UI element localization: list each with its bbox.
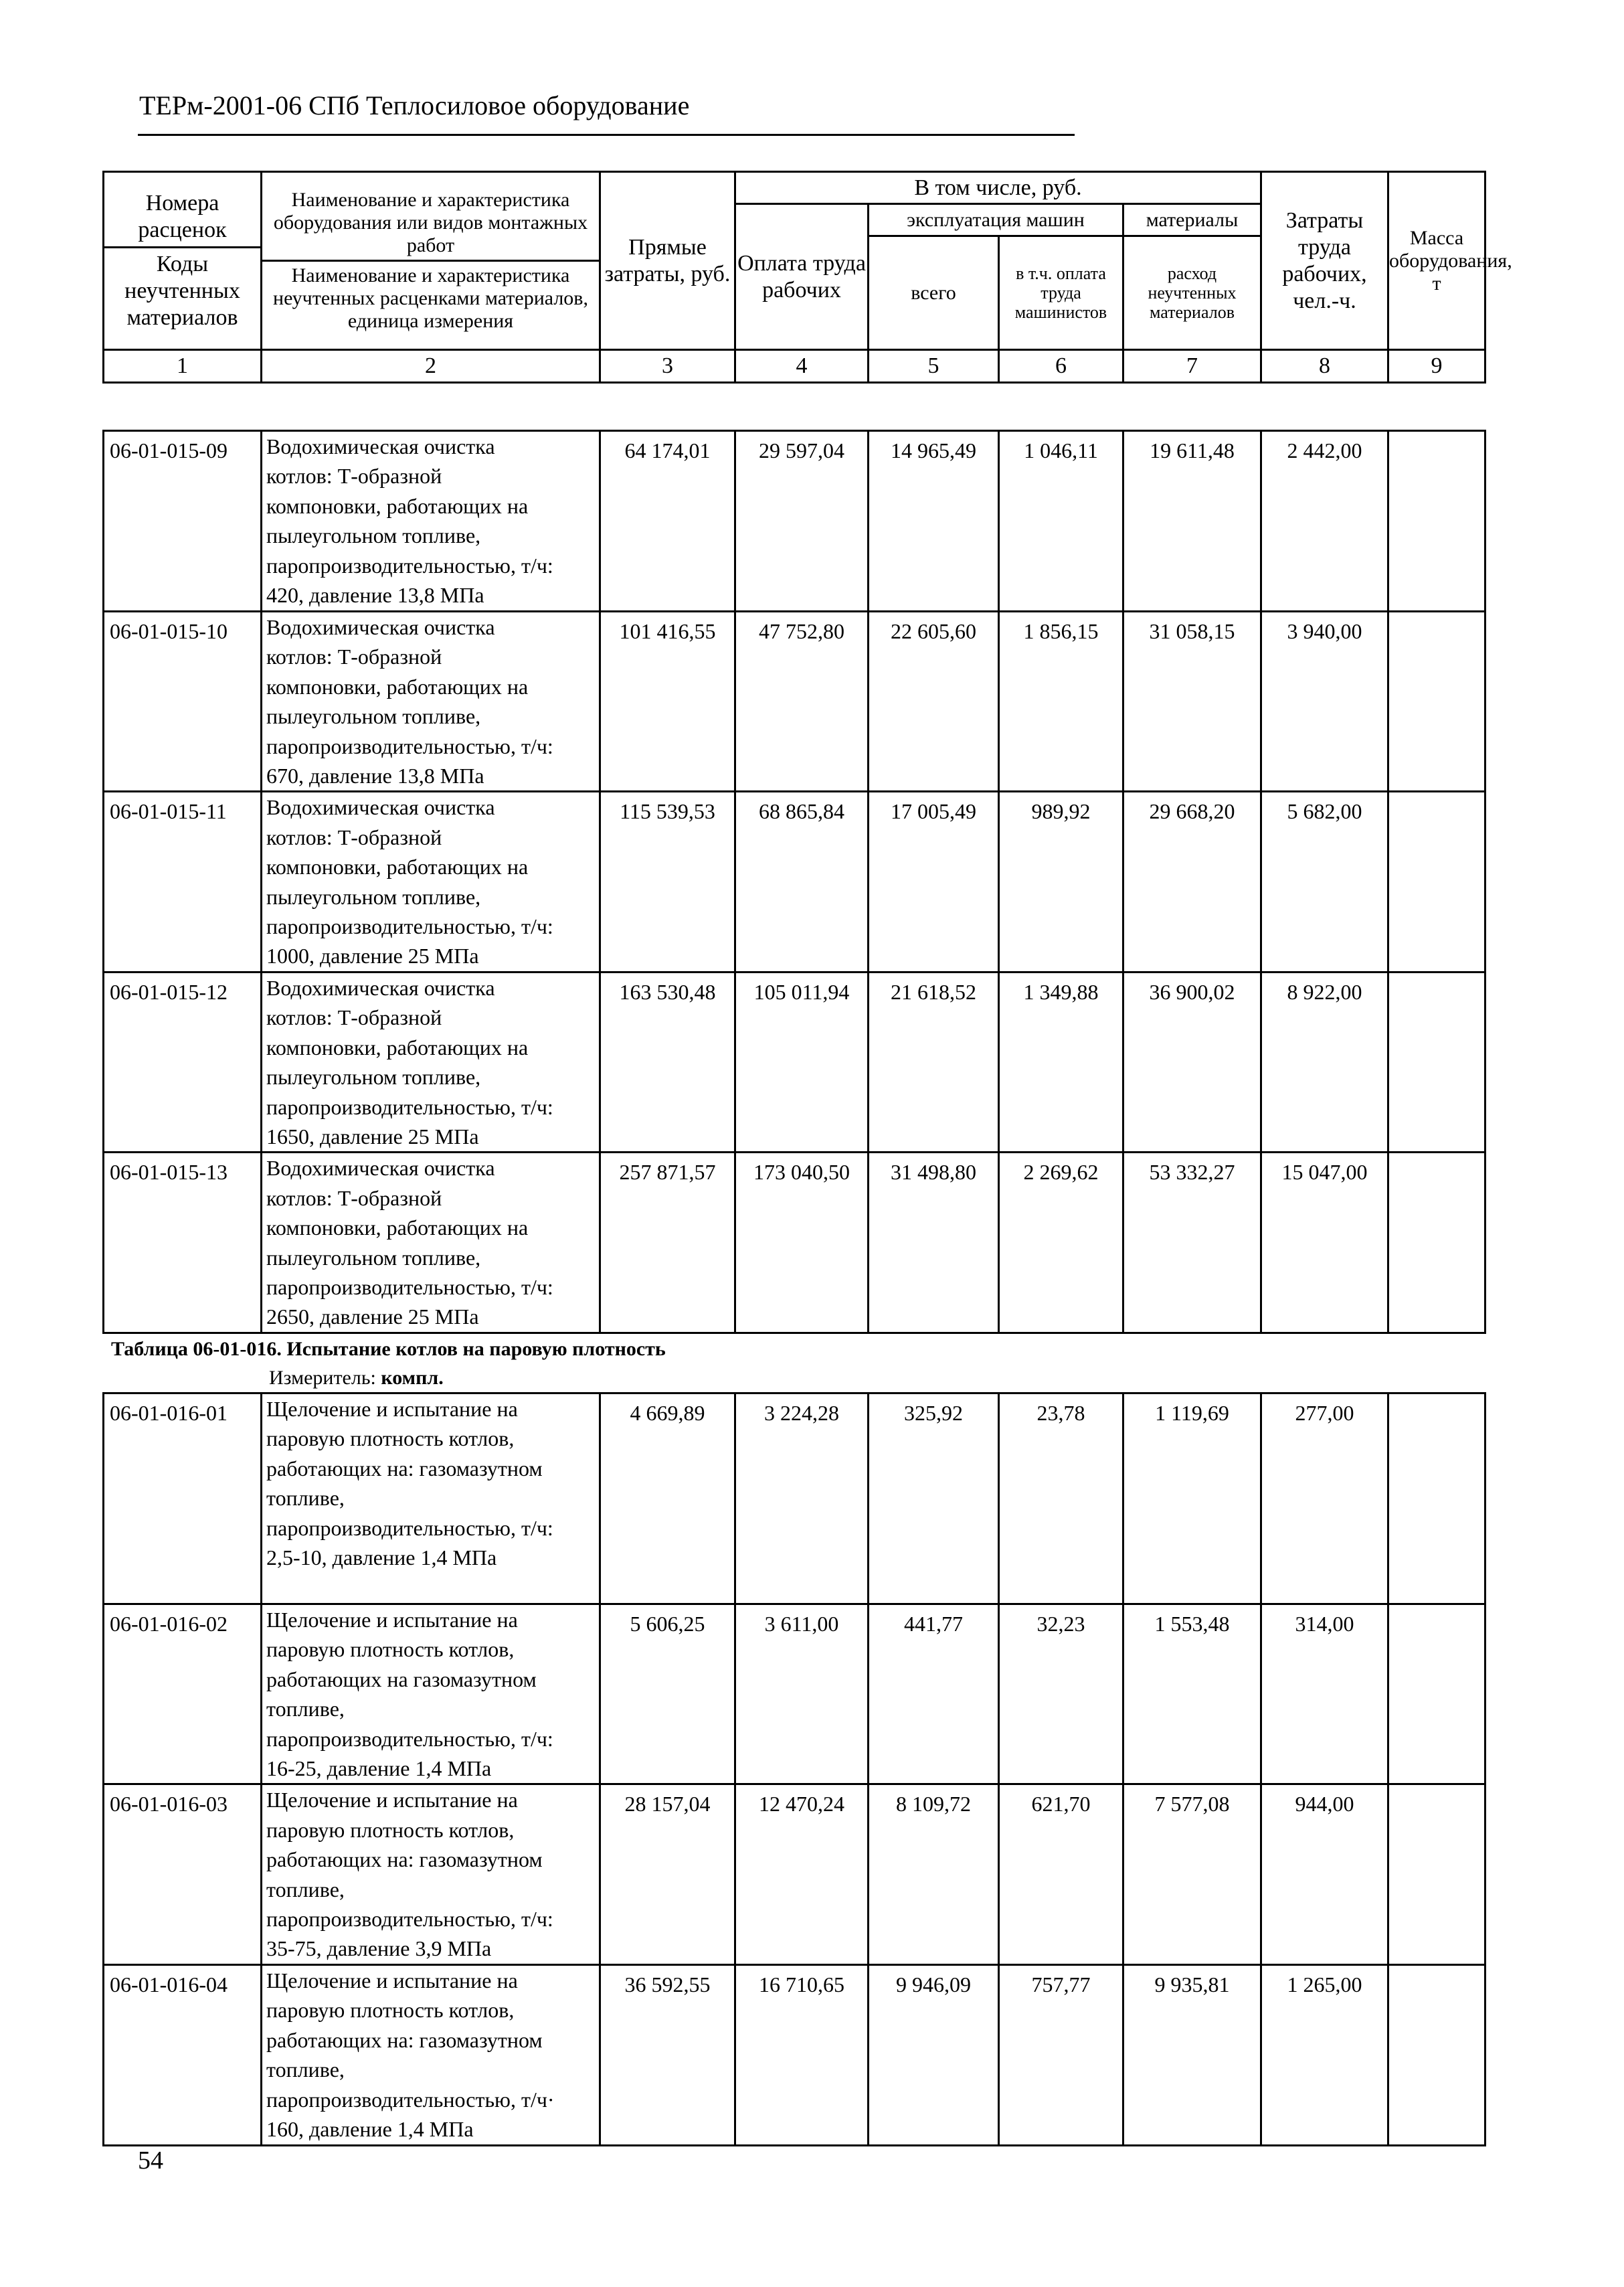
- work-description-cell: [262, 431, 600, 612]
- worker-pay-cell: 47 752,80: [735, 612, 869, 792]
- table-row: [104, 792, 1485, 972]
- description-line: пылеугольном топливе,: [266, 1065, 481, 1090]
- rate-code-cell: 06-01-016-04: [104, 1964, 262, 2145]
- labor-hours-cell: 944,00: [1261, 1784, 1388, 1964]
- worker-pay-cell: 12 470,24: [735, 1784, 869, 1964]
- description-line: работающих на: газомазутном: [266, 2027, 543, 2052]
- description-line: Водохимическая очистка: [266, 434, 495, 458]
- description-line: топливе,: [266, 1877, 345, 1901]
- description-line: котлов: Т-образной: [266, 645, 442, 669]
- table-caption: Таблица 06-01-016. Испытание котлов на паровую плотность: [111, 1338, 666, 1360]
- operator-pay-cell: 1 349,88: [999, 972, 1123, 1152]
- description-line: паропроизводительностью, т/ч:: [266, 1726, 553, 1751]
- description-line: компоновки, работающих на: [266, 1215, 529, 1240]
- table-row: [104, 972, 1485, 1152]
- worker-pay-cell: 16 710,65: [735, 1964, 869, 2145]
- unit-value: компл.: [381, 1367, 444, 1389]
- table-row: [104, 1604, 1485, 1784]
- materials-cell: 9 935,81: [1123, 1964, 1261, 2145]
- operator-pay-cell: 1 046,11: [999, 431, 1123, 612]
- description-line: компоновки, работающих на: [266, 493, 529, 518]
- description-line: пылеугольном топливе,: [266, 523, 481, 548]
- materials-cell: 1 119,69: [1123, 1393, 1261, 1604]
- column-number: 4: [735, 350, 869, 383]
- unit-label: Измеритель:: [269, 1367, 376, 1389]
- header-materials: материалы: [1123, 204, 1261, 236]
- description-line: паропроизводительностью, т/ч:: [266, 734, 553, 758]
- machines-total-cell: 441,77: [869, 1604, 999, 1784]
- description-line: 160, давление 1,4 МПа: [266, 2116, 474, 2141]
- labor-hours-cell: 3 940,00: [1261, 612, 1388, 792]
- labor-hours-cell: 5 682,00: [1261, 792, 1388, 972]
- header-labor-hours: Затраты труда рабочих, чел.-ч.: [1261, 172, 1388, 350]
- description-line: пылеугольном топливе,: [266, 704, 481, 729]
- mass-cell: [1388, 1153, 1485, 1333]
- table-row: [104, 1153, 1485, 1333]
- description-line: Щелочение и испытание на: [266, 1608, 518, 1632]
- description-line: Водохимическая очистка: [266, 975, 495, 1000]
- description-line: Щелочение и испытание на: [266, 1788, 518, 1812]
- description-line: работающих на газомазутном: [266, 1667, 537, 1691]
- rate-code-cell: 06-01-015-13: [104, 1153, 262, 1333]
- rate-code-cell: 06-01-015-12: [104, 972, 262, 1152]
- worker-pay-cell: 173 040,50: [735, 1153, 869, 1333]
- description-line: 1000, давление 25 МПа: [266, 944, 479, 968]
- work-description-cell: [262, 1153, 600, 1333]
- machines-total-cell: 31 498,80: [869, 1153, 999, 1333]
- work-description-cell: [262, 612, 600, 792]
- title-underline: [138, 134, 1075, 136]
- operator-pay-cell: 23,78: [999, 1393, 1123, 1604]
- description-line: Водохимическая очистка: [266, 795, 495, 820]
- labor-hours-cell: 2 442,00: [1261, 431, 1388, 612]
- description-line: 420, давление 13,8 МПа: [266, 583, 484, 608]
- direct-cost-cell: 257 871,57: [600, 1153, 735, 1333]
- machines-total-cell: 17 005,49: [869, 792, 999, 972]
- machines-total-cell: 14 965,49: [869, 431, 999, 612]
- description-line: пылеугольном топливе,: [266, 1245, 481, 1270]
- table-row: [104, 1784, 1485, 1964]
- column-number: 8: [1261, 350, 1388, 383]
- materials-cell: 29 668,20: [1123, 792, 1261, 972]
- labor-hours-cell: 277,00: [1261, 1393, 1388, 1604]
- column-number: 2: [262, 350, 600, 383]
- mass-cell: [1388, 1604, 1485, 1784]
- materials-cell: 19 611,48: [1123, 431, 1261, 612]
- mass-cell: [1388, 1784, 1485, 1964]
- mass-cell: [1388, 612, 1485, 792]
- description-line: топливе,: [266, 2057, 345, 2082]
- description-line: паровую плотность котлов,: [266, 1998, 515, 2023]
- description-line: 670, давление 13,8 МПа: [266, 764, 484, 788]
- mass-cell: [1388, 972, 1485, 1152]
- column-header-table: [102, 171, 1512, 384]
- description-line: работающих на: газомазутном: [266, 1847, 543, 1872]
- description-line: 2650, давление 25 МПа: [266, 1304, 479, 1329]
- description-line: паропроизводительностью, т/ч:: [266, 1274, 553, 1299]
- rate-code-cell: 06-01-016-03: [104, 1784, 262, 1964]
- rate-code-cell: 06-01-015-09: [104, 431, 262, 612]
- mass-cell: [1388, 431, 1485, 612]
- operator-pay-cell: 1 856,15: [999, 612, 1123, 792]
- column-number: 9: [1388, 350, 1485, 383]
- worker-pay-cell: 3 611,00: [735, 1604, 869, 1784]
- materials-cell: 7 577,08: [1123, 1784, 1261, 1964]
- worker-pay-cell: 68 865,84: [735, 792, 869, 972]
- column-number: 6: [999, 350, 1123, 383]
- header-direct-costs: Прямые затраты, руб.: [600, 172, 735, 350]
- direct-cost-cell: 36 592,55: [600, 1964, 735, 2145]
- description-line: Водохимическая очистка: [266, 615, 495, 639]
- materials-cell: 53 332,27: [1123, 1153, 1261, 1333]
- work-description-cell: [262, 1393, 600, 1604]
- direct-cost-cell: 28 157,04: [600, 1784, 735, 1964]
- description-line: паровую плотность котлов,: [266, 1637, 515, 1662]
- header-unaccounted-materials: расход неучтенных материалов: [1123, 236, 1261, 350]
- machines-total-cell: 325,92: [869, 1393, 999, 1604]
- description-line: котлов: Т-образной: [266, 825, 442, 849]
- rates-table-016: [102, 1392, 1486, 2146]
- rate-code-cell: 06-01-015-11: [104, 792, 262, 972]
- labor-hours-cell: 15 047,00: [1261, 1153, 1388, 1333]
- description-line: компоновки, работающих на: [266, 855, 529, 879]
- work-description-cell: [262, 1784, 600, 1964]
- mass-cell: [1388, 1964, 1485, 2145]
- column-number: 5: [869, 350, 999, 383]
- materials-cell: 31 058,15: [1123, 612, 1261, 792]
- description-line: котлов: Т-образной: [266, 1005, 442, 1030]
- worker-pay-cell: 105 011,94: [735, 972, 869, 1152]
- rates-table-015: [102, 430, 1486, 1334]
- description-line: паропроизводительностью, т/ч:: [266, 1515, 553, 1540]
- header-equipment-mass: Масса оборудования, т: [1388, 172, 1485, 350]
- operator-pay-cell: 2 269,62: [999, 1153, 1123, 1333]
- description-line: паровую плотность котлов,: [266, 1426, 515, 1451]
- labor-hours-cell: 8 922,00: [1261, 972, 1388, 1152]
- direct-cost-cell: 5 606,25: [600, 1604, 735, 1784]
- worker-pay-cell: 29 597,04: [735, 431, 869, 612]
- header-including: В том числе, руб.: [735, 172, 1261, 204]
- rate-code-cell: 06-01-016-01: [104, 1393, 262, 1604]
- document-title: ТЕРм-2001-06 СПб Теплосиловое оборудование: [139, 90, 690, 120]
- operator-pay-cell: 989,92: [999, 792, 1123, 972]
- description-line: компоновки, работающих на: [266, 674, 529, 699]
- header-operator-pay: в т.ч. оплата труда машинистов: [999, 236, 1123, 350]
- unit-of-measure: [269, 1367, 444, 1389]
- description-line: паровую плотность котлов,: [266, 1817, 515, 1842]
- description-line: 16-25, давление 1,4 МПа: [266, 1756, 492, 1781]
- mass-cell: [1388, 792, 1485, 972]
- direct-cost-cell: 64 174,01: [600, 431, 735, 612]
- description-line: топливе,: [266, 1697, 345, 1721]
- description-line: топливе,: [266, 1486, 345, 1511]
- work-description-cell: [262, 792, 600, 972]
- page-number: 54: [138, 2146, 163, 2175]
- direct-cost-cell: 4 669,89: [600, 1393, 735, 1604]
- description-line: 35-75, давление 3,9 МПа: [266, 1936, 492, 1961]
- description-line: компоновки, работающих на: [266, 1035, 529, 1060]
- column-number: 1: [104, 350, 262, 383]
- description-line: котлов: Т-образной: [266, 464, 442, 489]
- machines-total-cell: 9 946,09: [869, 1964, 999, 2145]
- work-description-cell: [262, 972, 600, 1152]
- machines-total-cell: 22 605,60: [869, 612, 999, 792]
- rate-code-cell: 06-01-016-02: [104, 1604, 262, 1784]
- table-row: [104, 431, 1485, 612]
- rate-code-cell: 06-01-015-10: [104, 612, 262, 792]
- operator-pay-cell: 757,77: [999, 1964, 1123, 2145]
- mass-cell: [1388, 1393, 1485, 1604]
- work-description-cell: [262, 1964, 600, 2145]
- description-line: паропроизводительностью, т/ч:: [266, 914, 553, 939]
- materials-cell: 1 553,48: [1123, 1604, 1261, 1784]
- description-line: паропроизводительностью, т/ч:: [266, 1094, 553, 1119]
- description-line: Щелочение и испытание на: [266, 1968, 518, 1993]
- table-row: [104, 1393, 1485, 1604]
- materials-cell: 36 900,02: [1123, 972, 1261, 1152]
- column-number: 7: [1123, 350, 1261, 383]
- table-row: [104, 612, 1485, 792]
- description-line: пылеугольном топливе,: [266, 884, 481, 909]
- labor-hours-cell: 1 265,00: [1261, 1964, 1388, 2145]
- machines-total-cell: 8 109,72: [869, 1784, 999, 1964]
- header-worker-pay: Оплата труда рабочих: [735, 204, 869, 350]
- operator-pay-cell: 32,23: [999, 1604, 1123, 1784]
- operator-pay-cell: 621,70: [999, 1784, 1123, 1964]
- direct-cost-cell: 101 416,55: [600, 612, 735, 792]
- worker-pay-cell: 3 224,28: [735, 1393, 869, 1604]
- header-machines: эксплуатация машин: [869, 204, 1123, 236]
- description-line: Водохимическая очистка: [266, 1156, 495, 1181]
- machines-total-cell: 21 618,52: [869, 972, 999, 1152]
- description-line: 2,5-10, давление 1,4 МПа: [266, 1545, 497, 1570]
- work-description-cell: [262, 1604, 600, 1784]
- header-name: Наименование и характеристика оборудования или видов монтажных работ Наименование и характеристика неучтенных расценками материалов, единица измерения: [262, 172, 600, 350]
- header-codes: Номера расценок Коды неучтенных материалов: [104, 172, 262, 350]
- description-line: паропроизводительностью, т/ч:: [266, 553, 553, 578]
- header-machines-total: всего: [869, 236, 999, 350]
- description-line: паропроизводительностью, т/ч:: [266, 1907, 553, 1932]
- description-line: работающих на: газомазутном: [266, 1456, 543, 1480]
- table-row: [104, 1964, 1485, 2145]
- direct-cost-cell: 163 530,48: [600, 972, 735, 1152]
- direct-cost-cell: 115 539,53: [600, 792, 735, 972]
- description-line: паропроизводительностью, т/ч·: [266, 2087, 555, 2112]
- description-line: Щелочение и испытание на: [266, 1397, 518, 1421]
- column-number: 3: [600, 350, 735, 383]
- description-line: 1650, давление 25 МПа: [266, 1124, 479, 1149]
- description-line: котлов: Т-образной: [266, 1185, 442, 1210]
- labor-hours-cell: 314,00: [1261, 1604, 1388, 1784]
